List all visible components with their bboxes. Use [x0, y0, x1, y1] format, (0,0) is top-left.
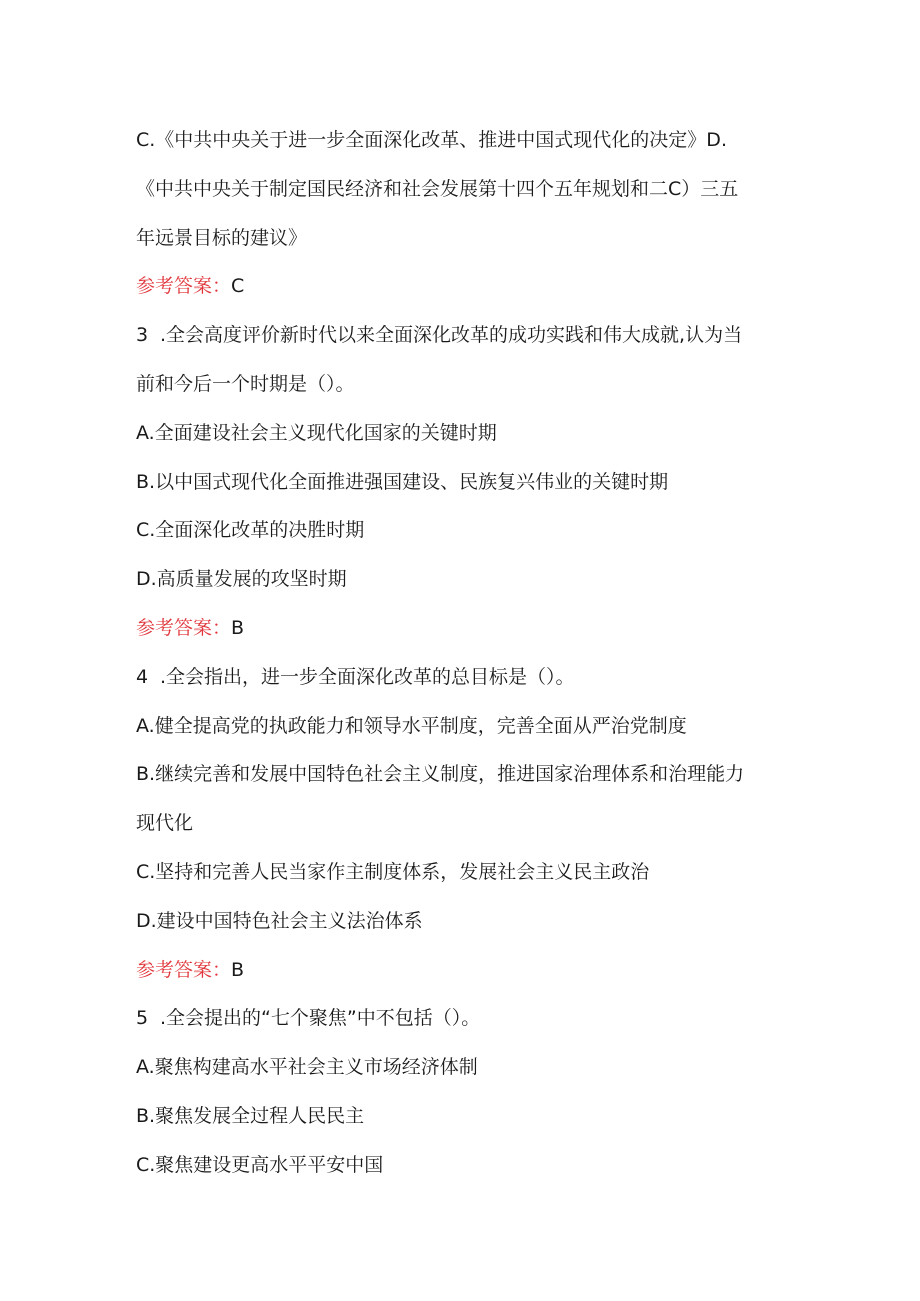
q4-stem-text: .全会指出，进一步全面深化改革的总目标是（）。 [160, 665, 575, 688]
q3-stem [136, 311, 786, 360]
q4-option-a: A.健全提高党的执政能力和领导水平制度，完善全面从严治党制度 [136, 714, 687, 737]
question-number: 5 [136, 1007, 149, 1030]
answer-label: 参考答案： [136, 616, 232, 639]
q4-option-c: C.坚持和完善人民当家作主制度体系，发展社会主义民主政治 [136, 860, 650, 883]
question-number: 3 [136, 324, 149, 347]
answer-label: 参考答案： [136, 275, 232, 298]
q5-option-a: A.聚焦构建高水平社会主义市场经济体制 [136, 1056, 478, 1079]
answer-value: B [231, 958, 245, 981]
q3-option-a: A.全面建设社会主义现代化国家的关键时期 [136, 421, 497, 444]
q3-answer [136, 604, 786, 653]
q5-stem-text: .全会提出的“七个聚焦”中不包括（）。 [160, 1007, 481, 1030]
q3-stem-cont: 前和今后一个时期是（）。 [136, 372, 355, 395]
answer-value: C [231, 275, 245, 298]
q4-option-d: D.建设中国特色社会主义法治体系 [136, 909, 423, 932]
q2-option-c-line: C.《中共中央关于进一步全面深化改革、推进中国式现代化的决定》D. [136, 129, 727, 151]
q5-option-b: B.聚焦发展全过程人民民主 [136, 1104, 365, 1127]
q3-option-c: C.全面深化改革的决胜时期 [136, 519, 365, 542]
answer-value: B [231, 616, 245, 639]
q4-option-b-cont: 现代化 [136, 812, 194, 835]
q2-option-d-line-cont: 年远景目标的建议》 [136, 226, 308, 249]
document-content [136, 116, 786, 1190]
q2-option-d-line: 《中共中央关于制定国民经济和社会发展第十四个五年规划和二C）三五 [136, 177, 739, 200]
q5-stem [136, 994, 786, 1043]
q4-option-b: B.继续完善和发展中国特色社会主义制度，推进国家治理体系和治理能力 [136, 763, 745, 786]
q3-option-d: D.高质量发展的攻坚时期 [136, 568, 347, 591]
q5-option-c: C.聚焦建设更高水平平安中国 [136, 1153, 384, 1176]
q2-answer [136, 262, 786, 311]
q3-option-b: B.以中国式现代化全面推进强国建设、民族复兴伟业的关键时期 [136, 470, 669, 493]
answer-label: 参考答案： [136, 958, 232, 981]
q3-stem-text: .全会高度评价新时代以来全面深化改革的成功实践和伟大成就,认为当 [160, 324, 743, 347]
q4-stem [136, 653, 786, 702]
q4-answer [136, 946, 786, 995]
question-number: 4 [136, 665, 149, 688]
